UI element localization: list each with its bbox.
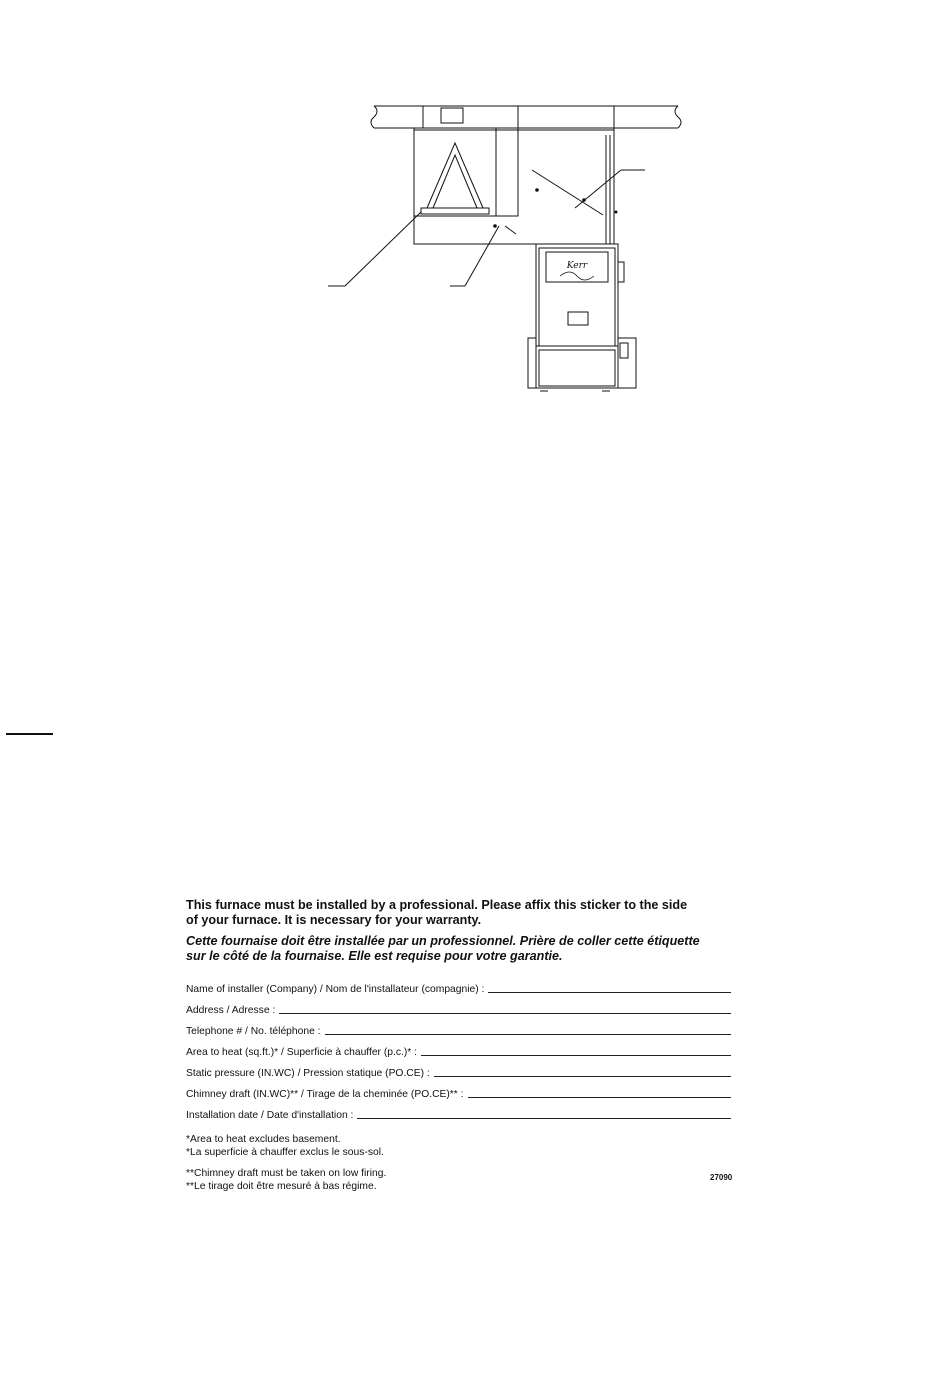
warranty-sticker xyxy=(186,898,746,1193)
leader-line-3 xyxy=(345,212,421,286)
section-divider xyxy=(6,733,53,735)
address-field: Address / Adresse : xyxy=(186,995,731,1016)
sticker-code: 27090 xyxy=(710,1173,733,1182)
ceiling-opening xyxy=(441,108,463,123)
plenum-box xyxy=(414,128,614,244)
installation-date-field: Installation date / Date d'installation : xyxy=(186,1100,731,1121)
note-draft-en: **Chimney draft must be taken on low firing. xyxy=(186,1168,387,1179)
sticker-fields xyxy=(186,974,746,1121)
coil-cabinet xyxy=(414,128,496,216)
note-area-en: *Area to heat excludes basement. xyxy=(186,1134,341,1145)
leader-line-1 xyxy=(532,170,603,215)
a-coil xyxy=(427,143,483,208)
ceiling-break-right xyxy=(675,106,681,128)
furnace-installation-diagram xyxy=(0,0,950,420)
note-area-fr: *La superficie à chauffer exclus le sous-sol. xyxy=(186,1147,384,1158)
chimney-draft-field: Chimney draft (IN.WC)** / Tirage de la cheminée (PO.CE)** : xyxy=(186,1079,731,1100)
sticker-heading-en: This furnace must be installed by a professional. Please affix this sticker to the side of your furnace. It is necessary for your warranty. xyxy=(186,898,688,927)
sticker-notes xyxy=(186,1133,746,1193)
area-to-heat-field: Area to heat (sq.ft.)* / Superficie à chauffer (p.c.)* : xyxy=(186,1037,731,1058)
installer-name-field: Name of installer (Company) / Nom de l'installateur (compagnie) : xyxy=(186,974,731,995)
static-pressure-field: Static pressure (IN.WC) / Pression statique (PO.CE) : xyxy=(186,1058,731,1079)
note-draft-fr: **Le tirage doit être mesuré à bas régime. xyxy=(186,1181,377,1192)
telephone-field: Telephone # / No. téléphone : xyxy=(186,1016,731,1037)
sticker-heading-fr: Cette fournaise doit être installée par un professionnel. Prière de coller cette étiquette sur le côté de la fournaise. Elle est requise pour votre garantie. xyxy=(186,934,700,963)
leader-line-4 xyxy=(465,226,499,286)
furnace-logo-text: Kerr xyxy=(566,261,588,271)
ceiling-break-left xyxy=(371,106,377,128)
